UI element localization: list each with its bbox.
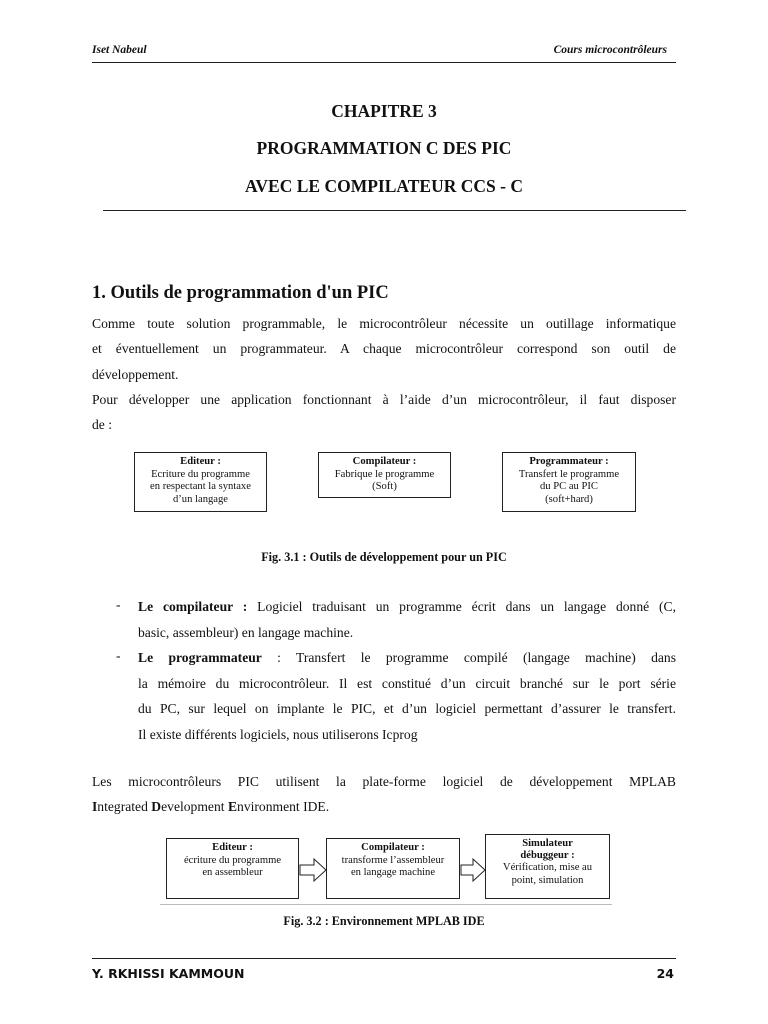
box-text: Fabrique le programme <box>334 468 435 480</box>
box-title: débuggeur : <box>520 850 575 862</box>
term: Le programmateur <box>138 650 262 665</box>
bullet-compilateur <box>138 594 676 645</box>
bullet-dash: - <box>116 648 121 663</box>
box-text: écriture du programme <box>183 854 282 866</box>
header-rule <box>92 62 676 63</box>
bullet-programmateur <box>138 645 676 747</box>
box-text: d’un langage <box>172 493 228 505</box>
fig2-compilateur-box <box>326 838 460 899</box>
fig2-caption: Fig. 3.2 : Environnement MPLAB IDE <box>283 914 485 928</box>
paragraph-line: Les microcontrôleurs PIC utilisent la plate-forme logiciel de développement MPLAB <box>92 774 676 789</box>
box-title: Editeur : <box>180 456 221 467</box>
box-text: en langage machine <box>350 867 436 879</box>
paragraph-line: Comme toute solution programmable, le microcontrôleur nécessite un outillage informatique <box>92 316 676 331</box>
box-title: Compilateur : <box>352 456 417 467</box>
box-text: Ecriture du programme <box>151 468 250 480</box>
term: Le compilateur : <box>138 599 248 614</box>
section-heading: 1. Outils de programmation d'un PIC <box>92 283 389 303</box>
definition-line: basic, assembleur) en langage machine. <box>138 624 354 640</box>
arrow-right-icon <box>460 857 486 883</box>
fig1-compilateur-box <box>318 452 451 498</box>
box-title: Editeur : <box>212 842 253 853</box>
fig2-editeur-box <box>166 838 299 899</box>
fig2-simulateur-box <box>485 834 610 899</box>
box-text: Vérification, mise au <box>502 862 593 874</box>
definition-line: du PC, sur lequel on implante le PIC, et d’un logiciel permettant d’assurer le transfert. <box>138 701 676 716</box>
definition-line: Il existe différents logiciels, nous utiliserons Icprog <box>138 726 418 742</box>
header-course: Cours microcontrôleurs <box>553 44 667 56</box>
box-text: Transfert le programme <box>518 468 620 480</box>
footer-author: Y. RKHISSI KAMMOUN <box>92 966 245 981</box>
fig1-editeur-box <box>134 452 267 512</box>
page-number: 24 <box>656 966 674 981</box>
fig1-caption: Fig. 3.1 : Outils de développement pour un PIC <box>261 550 507 564</box>
header-school: Iset Nabeul <box>92 44 147 56</box>
arrow-right-icon <box>299 857 327 883</box>
chapter-title-line1: PROGRAMMATION C DES PIC <box>256 138 512 158</box>
bullet-dash: - <box>116 597 121 612</box>
box-text: (Soft) <box>372 481 397 493</box>
box-text: en assembleur <box>202 867 263 879</box>
box-text: transforme l’assembleur <box>341 854 445 866</box>
chapter-title-line2: AVEC LE COMPILATEUR CCS - C <box>245 176 523 196</box>
footer-rule <box>92 958 676 959</box>
paragraph-line: et éventuellement un programmateur. A chaque microcontrôleur correspond son outil de <box>92 341 676 357</box>
title-rule <box>103 210 686 211</box>
chapter-number: CHAPITRE 3 <box>331 101 437 121</box>
box-text: point, simulation <box>511 874 584 886</box>
definition: : Transfert le programme compilé (langage machine) dans <box>261 650 676 665</box>
mplab-paragraph <box>92 769 676 820</box>
paragraph-line: Integrated Development Environment IDE. <box>92 799 330 815</box>
box-text: du PC au PIC <box>540 481 598 493</box>
box-title: Programmateur : <box>529 456 609 467</box>
box-title: Simulateur <box>522 838 573 849</box>
paragraph-line: développement. <box>92 366 179 382</box>
intro-paragraph <box>92 311 676 437</box>
paragraph-line: Pour développer une application fonctionnant à l’aide d’un microcontrôleur, il faut disposer <box>92 391 676 407</box>
paragraph-line: de : <box>92 417 113 433</box>
box-text: (soft+hard) <box>545 493 593 505</box>
fig1-programmateur-box <box>502 452 636 512</box>
box-text: en respectant la syntaxe <box>150 481 251 493</box>
definition-line: la mémoire du microcontrôleur. Il est constitué d’un circuit branché sur le port série <box>138 675 676 691</box>
fig2-frame-bottom <box>160 904 612 905</box>
definition: Logiciel traduisant un programme écrit dans un langage donné (C, <box>247 599 677 614</box>
box-title: Compilateur : <box>361 842 425 853</box>
